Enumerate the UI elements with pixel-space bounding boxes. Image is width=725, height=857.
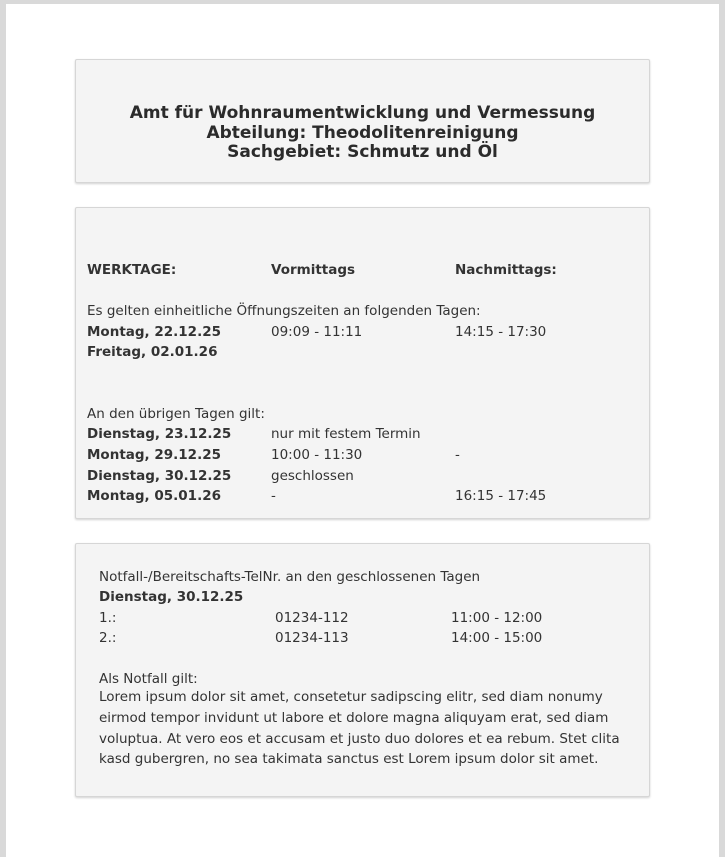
column-header-morning: Vormittags — [271, 262, 356, 278]
hours-afternoon: - — [455, 447, 460, 463]
hours-day: Dienstag, 30.12.25 — [87, 468, 232, 484]
section-name: Sachgebiet: Schmutz und Öl — [227, 142, 498, 162]
hours-row — [87, 466, 647, 486]
hours-morning: geschlossen — [271, 468, 354, 484]
emergency-intro: Notfall-/Bereitschafts-TelNr. an den geschlossenen Tagen — [99, 569, 481, 585]
other-days-intro: An den übrigen Tagen gilt: — [87, 406, 265, 422]
hours-row — [87, 424, 647, 444]
contact-label: 1.: — [99, 610, 117, 626]
hours-row — [87, 322, 647, 342]
hours-day: Montag, 29.12.25 — [87, 447, 221, 463]
contact-label: 2.: — [99, 630, 117, 646]
emergency-day: Dienstag, 30.12.25 — [99, 589, 244, 605]
column-header-afternoon: Nachmittags: — [455, 262, 557, 278]
uniform-hours-intro: Es gelten einheitliche Öffnungszeiten an folgenden Tagen: — [87, 303, 481, 319]
hours-day: Montag, 22.12.25 — [87, 324, 221, 340]
opening-hours-card — [75, 207, 650, 519]
contact-phone: 01234-113 — [275, 630, 349, 646]
document-page — [6, 4, 719, 857]
emergency-definition-text: Lorem ipsum dolor sit amet, consetetur sadipscing elitr, sed diam nonumy eirmod tempor invidunt ut labore et dolore magna aliquyam erat, sed diam voluptua. At vero eos et accusam et justo duo dolores et ea rebum. Stet clita kasd gubergren, no sea takimata sanctus est Lorem ipsum dolor sit amet. — [99, 689, 620, 768]
office-name: Amt für Wohnraumentwicklung und Vermessung — [129, 103, 596, 123]
emergency-definition-label: Als Notfall gilt: — [99, 671, 198, 687]
hours-column-headers — [87, 260, 647, 280]
hours-row — [87, 342, 647, 362]
hours-day: Freitag, 02.01.26 — [87, 344, 218, 360]
hours-morning: nur mit festem Termin — [271, 426, 421, 442]
hours-afternoon: 16:15 - 17:45 — [455, 488, 547, 504]
hours-day: Dienstag, 23.12.25 — [87, 426, 232, 442]
emergency-contact-row — [99, 628, 639, 648]
hours-day: Montag, 05.01.26 — [87, 488, 221, 504]
hours-morning: 10:00 - 11:30 — [271, 447, 363, 463]
office-title-block — [76, 60, 649, 163]
office-header-card — [75, 59, 650, 183]
hours-afternoon: 14:15 - 17:30 — [455, 324, 547, 340]
contact-time: 11:00 - 12:00 — [451, 610, 543, 626]
contact-time: 14:00 - 15:00 — [451, 630, 543, 646]
column-header-day: WERKTAGE: — [87, 262, 177, 278]
emergency-contact-row — [99, 608, 639, 628]
hours-row — [87, 486, 647, 506]
contact-phone: 01234-112 — [275, 610, 349, 626]
department-name: Abteilung: Theodolitenreinigung — [206, 122, 519, 143]
hours-row — [87, 445, 647, 465]
hours-morning: 09:09 - 11:11 — [271, 324, 363, 340]
emergency-card — [75, 543, 650, 797]
hours-morning: - — [271, 488, 276, 504]
